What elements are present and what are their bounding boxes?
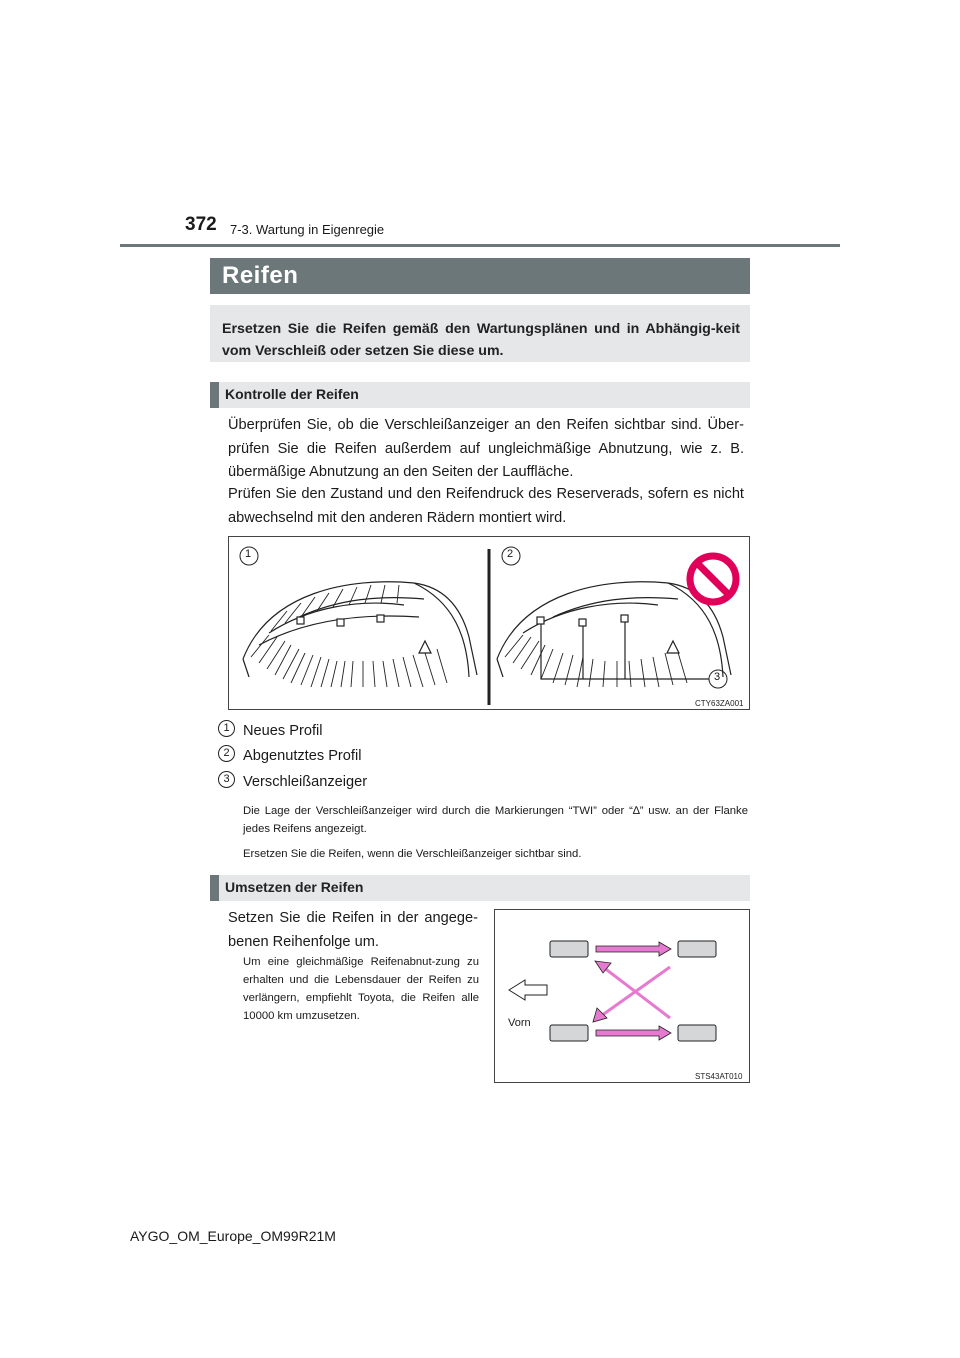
legend-number-1: 1: [218, 720, 235, 737]
figure-code: STS43AT010: [695, 1072, 743, 1081]
intro-box: [210, 305, 750, 362]
callout-1: 1: [245, 548, 252, 560]
section-heading-label: Kontrolle der Reifen: [225, 386, 359, 402]
section-heading-label: Umsetzen der Reifen: [225, 879, 364, 895]
note-rotation-interval: Um eine gleichmäßige Reifenabnut-zung zu erhalten und die Lebensdauer der Reifen zu verlängern, empfiehlt Toyota, die Reifen alle 10000 km umzusetzen.: [243, 956, 479, 1022]
front-rotation-arrow: [596, 942, 671, 956]
intro-text: Ersetzen Sie die Reifen gemäß den Wartungsplänen und in Abhängig-keit vom Verschleiß oder setzen Sie diese um.: [222, 321, 740, 359]
new-tread-tire: [243, 582, 477, 687]
rear-rotation-arrow: [596, 1026, 671, 1040]
front-right-tire: [678, 941, 716, 957]
paragraph-wear-check: Überprüfen Sie, ob die Verschleißanzeiger an den Reifen sichtbar sind. Über-prüfen Sie die Reifen außerdem auf ungleichmäßige Abnutzung, wie z. B. übermäßige Abnutzung an den Seiten der Lauffläche.: [228, 417, 744, 480]
paragraph-spare-check: Prüfen Sie den Zustand und den Reifendruck des Reserverads, sofern es nicht abwechselnd mit den anderen Rädern montiert wird.: [228, 486, 744, 526]
paragraph-rotation: Setzen Sie die Reifen in der angege-benen Reihenfolge um.: [228, 910, 478, 950]
legend-label-new-tread: Neues Profil: [243, 723, 323, 739]
note-replace-tires: Ersetzen Sie die Reifen, wenn die Verschleißanzeiger sichtbar sind.: [243, 848, 582, 860]
front-direction-arrow: [509, 980, 547, 1000]
section-reference: 7-3. Wartung in Eigenregie: [230, 222, 385, 237]
rear-right-tire: [678, 1025, 716, 1041]
document-footer: AYGO_OM_Europe_OM99R21M: [130, 1228, 336, 1244]
callout-2: 2: [507, 548, 514, 560]
header-rule: [120, 244, 840, 247]
front-label: Vorn: [508, 1017, 531, 1029]
legend-label-wear-indicator: Verschleißanzeiger: [243, 774, 368, 790]
legend-label-worn-tread: Abgenutztes Profil: [243, 748, 362, 764]
section-heading-tire-check: [210, 382, 750, 408]
tread-figure: [228, 536, 750, 710]
page-title: Reifen: [222, 262, 299, 289]
legend-number-2: 2: [218, 745, 235, 762]
rotation-diagram: [495, 910, 749, 1082]
rear-left-tire: [550, 1025, 588, 1041]
front-left-tire: [550, 941, 588, 957]
title-bar: [210, 258, 750, 294]
figure-code: CTY63ZA001: [695, 699, 744, 708]
callout-3: 3: [714, 671, 721, 683]
prohibited-icon: [690, 556, 736, 602]
section-heading-tire-rotation: [210, 875, 750, 901]
legend-number-3: 3: [218, 771, 235, 788]
tread-illustration: [229, 537, 749, 709]
rotation-figure: [494, 909, 750, 1083]
note-twi-marking: Die Lage der Verschleißanzeiger wird durch die Markierungen “TWI” oder “∆” usw. an der Flanke jedes Reifens angezeigt.: [243, 805, 748, 835]
page-number: 372: [185, 214, 217, 235]
